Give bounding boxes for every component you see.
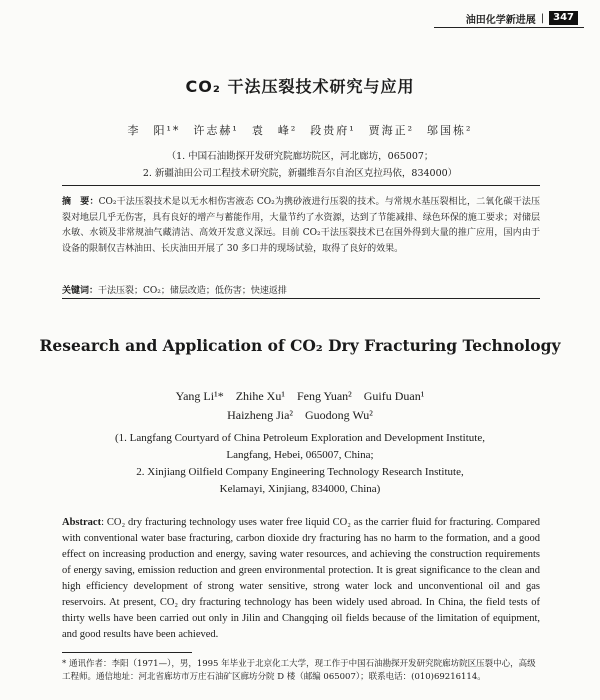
chinese-abstract: [62, 195, 540, 257]
page-number: 347: [549, 11, 578, 25]
chinese-keywords-text: 干法压裂；CO₂；储层改造；低伤害；快速返排: [98, 286, 287, 296]
chinese-affiliation-2: 2. 新疆油田公司工程技术研究院，新疆维吾尔自治区克拉玛依，834000）: [142, 168, 458, 179]
chinese-keywords: [62, 283, 540, 296]
header-rule: [434, 27, 584, 28]
english-affiliation-1: [0, 430, 600, 464]
chinese-abstract-text: CO₂干法压裂技术是以无水相伤害液态 CO₂为携砂液进行压裂的技术。与常规水基压裂相比，二氧化碳干法压裂对地层几乎无伤害，具有良好的增产与蓄能作用，大量节约了水资源，达到了节能减排、绿色环保的施工要求；对储层水敏、水锁及非常规油气藏清洁、高效开发意义深远。目前 CO₂干法压裂技术已在国外得到大量的推广应用，国内由于设备的限制仅吉林油田、长庆油田开展了 30 多口井的现场试验，取得了良好的效果。: [62, 197, 540, 254]
english-affiliation-1-line-1: (1. Langfang Courtyard of China Petroleum Exploration and Development Institute,: [115, 432, 485, 444]
abstract-bottom-rule: [62, 298, 540, 299]
chinese-title: CO₂ 干法压裂技术研究与应用: [185, 77, 415, 96]
journal-name: 油田化学新进展: [465, 14, 536, 26]
chinese-affiliation-1: （1. 中国石油勘探开发研究院廊坊院区，河北廊坊，065007；: [166, 151, 434, 162]
english-affiliation-2: [0, 464, 600, 498]
english-authors-line-2: Haizheng Jia² Guodong Wu²: [227, 408, 373, 422]
english-abstract-label: Abstract: [62, 517, 102, 528]
chinese-authors: 李 阳¹* 许志赫¹ 袁 峰² 段贵府¹ 贾海正² 邬国栋²: [127, 124, 473, 137]
english-affiliation-2-line-1: 2. Xinjiang Oilfield Company Engineering Technology Research Institute,: [136, 466, 464, 478]
running-header: [466, 10, 578, 26]
chinese-keywords-label: 关键词：: [62, 286, 99, 296]
english-authors-line-1: Yang Li¹* Zhihe Xu¹ Feng Yuan² Guifu Duan¹: [175, 389, 425, 403]
english-title: Research and Application of CO₂ Dry Fracturing Technology: [39, 336, 561, 355]
english-affiliation-1-line-2: Langfang, Hebei, 065007, China;: [226, 449, 374, 461]
header-separator: |: [540, 12, 545, 24]
abstract-top-rule: [62, 185, 540, 186]
english-abstract: [62, 515, 540, 643]
english-abstract-text: : CO₂ dry fracturing technology uses water free liquid CO₂ as the carrier fluid for fracturing. Compared with conventional water base fracturing, carbon dioxide dry fracturing has no harm to the formation, and a good effect on increasing production and energy, saving water resources, and achieving the construction requirements of energy saving, emission reduction and green environmental protection. It is great significance to the clean and high efficiency development of strong water sensitive, strong water lock and unconventional oil and gas reservoirs. At present, CO₂ dry fracturing technology has been widely used abroad. In China, the field tests of thirty wells have been carried out only in Jilin and Changqing oil fields because of the limitation of equipment, and good results have been achieved.: [62, 517, 540, 640]
english-affiliation-2-line-2: Kelamayi, Xinjiang, 834000, China): [219, 483, 381, 495]
author-footnote: * 通讯作者：李阳（1971—），男，1995 年毕业于北京化工大学，现工作于中国石油勘探开发研究院廊坊院区压裂中心，高级工程师。通信地址：河北省廊坊市万庄石油矿区廊坊分院 D 楼（邮编 065007）；联系电话：(010)69216114。: [62, 659, 536, 682]
footnote-rule: [62, 652, 192, 653]
chinese-abstract-label: 摘 要：: [62, 197, 99, 207]
